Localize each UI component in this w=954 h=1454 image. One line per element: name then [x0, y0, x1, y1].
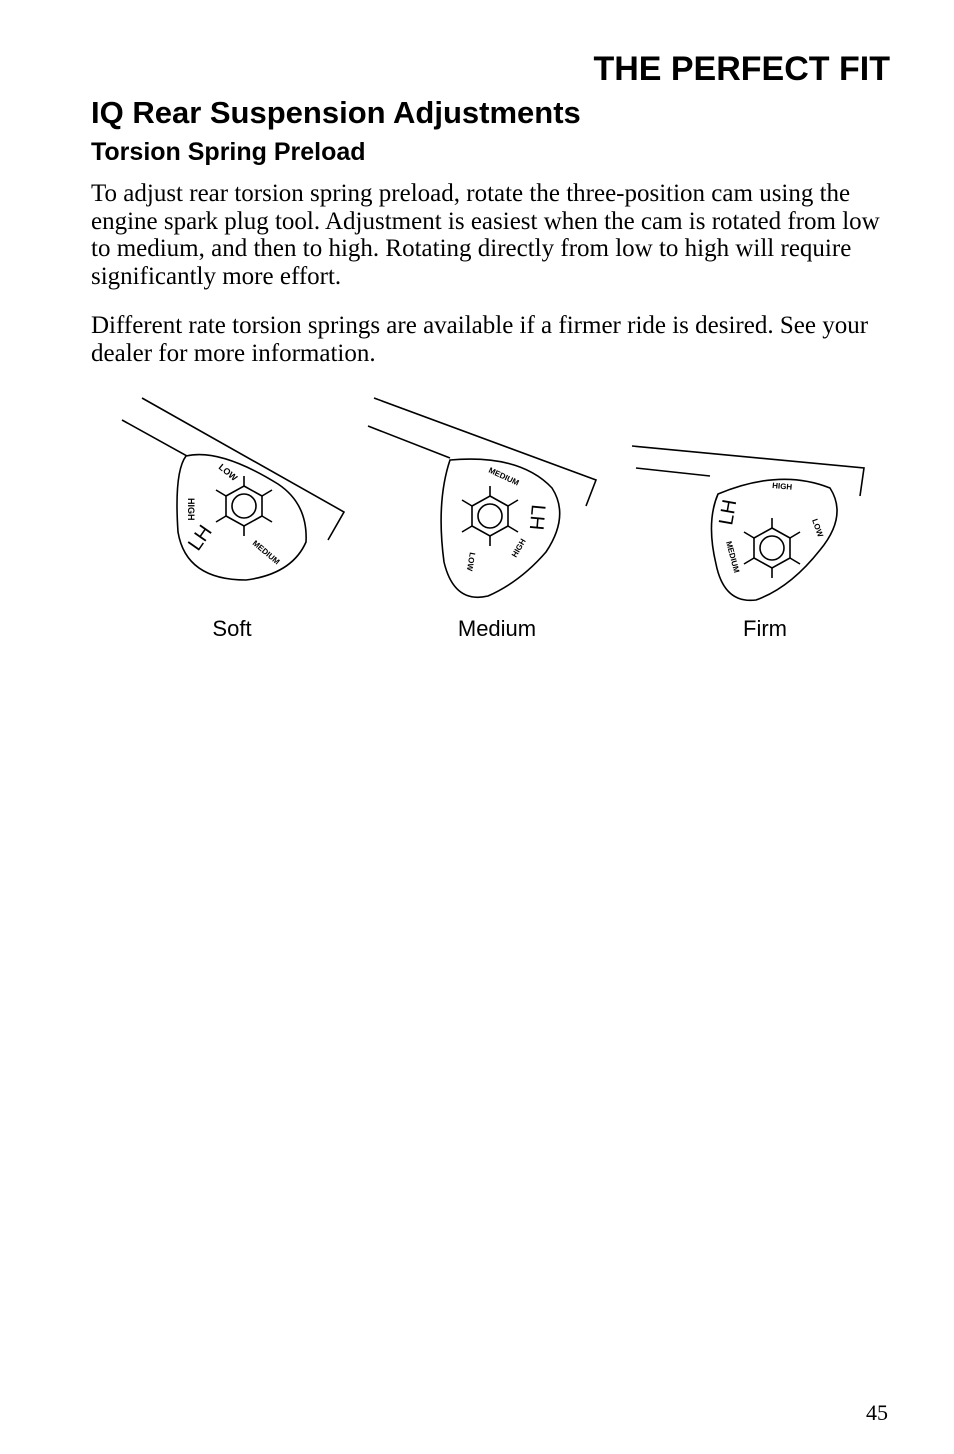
- cam-medium-high-label: HIGH: [509, 537, 528, 559]
- cam-medium-side-label: LH: [524, 503, 549, 531]
- cam-positions-figure: [100, 392, 880, 652]
- cam-diagram: [100, 392, 880, 612]
- torsion-arm-medium-lower: [368, 426, 450, 458]
- cam-firm-medium-label: MEDIUM: [724, 540, 742, 574]
- cam-soft-medium-label: MEDIUM: [250, 538, 282, 567]
- cam-firm-low-label: LOW: [810, 517, 825, 539]
- paragraph-spring-rates: Different rate torsion springs are available if a firmer ride is desired. See your dealer for more information.: [91, 312, 869, 367]
- page-heading: IQ Rear Suspension Adjustments: [91, 95, 581, 130]
- torsion-arm-firm-lower: [636, 468, 710, 476]
- cam-soft-high-label: HIGH: [186, 498, 196, 521]
- paragraph-adjust-preload: To adjust rear torsion spring preload, rotate the three-position cam using the engine spark plug tool. Adjustment is easiest when the cam is rotated from low to medium, and then to high. Rotating directly from low to high will require significantly more effort.: [91, 180, 880, 290]
- cam-firm: [632, 446, 864, 600]
- caption-medium: Medium: [457, 616, 537, 641]
- cam-firm-high-label: HIGH: [771, 481, 793, 492]
- cam-medium-low-label: LOW: [464, 551, 477, 572]
- cam-medium: [368, 398, 596, 597]
- page-number: 45: [866, 1400, 888, 1425]
- cam-firm-side-label: LH: [715, 497, 742, 527]
- caption-firm: Firm: [743, 616, 787, 641]
- cam-soft-low-label: LOW: [216, 461, 240, 484]
- subheading: Torsion Spring Preload: [91, 138, 366, 166]
- cam-soft: [122, 398, 344, 580]
- cam-medium-medium-label: MEDIUM: [487, 465, 521, 488]
- caption-soft: Soft: [212, 616, 252, 641]
- cam-soft-side-label: LH: [184, 521, 217, 555]
- section-title: THE PERFECT FIT: [593, 50, 890, 88]
